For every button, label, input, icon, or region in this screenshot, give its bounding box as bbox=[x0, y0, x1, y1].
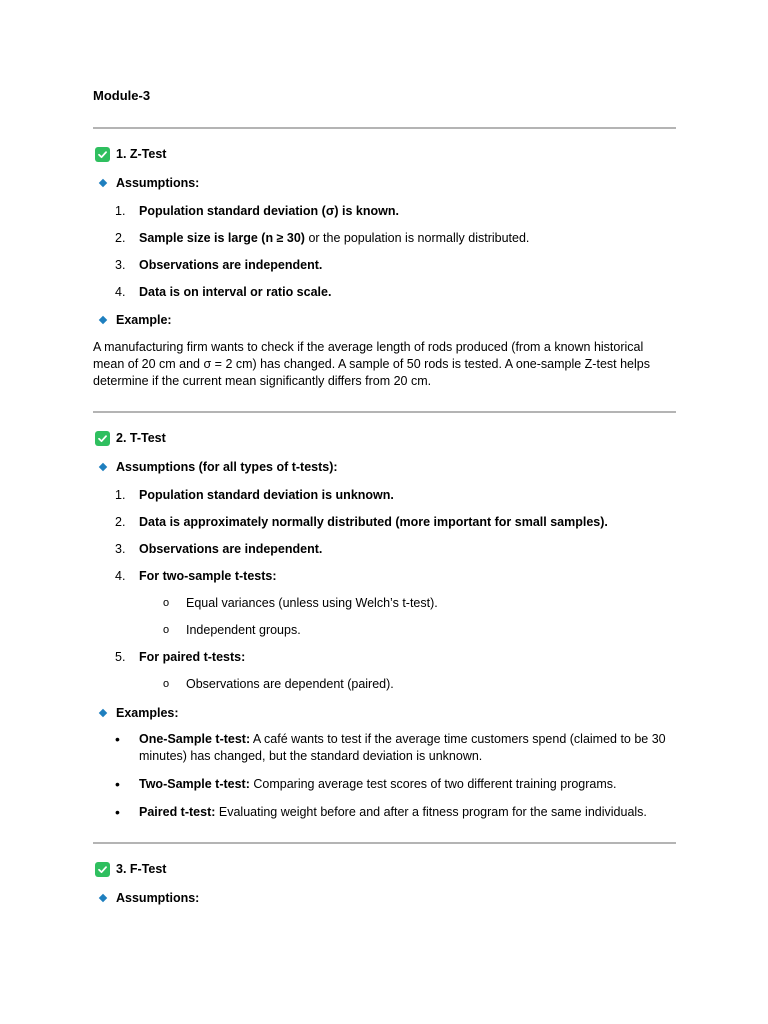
circle-marker: o bbox=[163, 596, 170, 609]
list-number: 2. bbox=[115, 515, 126, 529]
list-item-text: Population standard deviation is unknown. bbox=[139, 488, 394, 502]
example-label: Example: bbox=[116, 312, 172, 327]
list-item bbox=[93, 255, 676, 275]
list-item bbox=[93, 282, 676, 302]
list-item-text: Observations are independent. bbox=[139, 542, 323, 556]
list-number: 1. bbox=[115, 488, 126, 502]
list-item-text: For two-sample t-tests: bbox=[139, 569, 277, 583]
list-number: 4. bbox=[115, 285, 126, 299]
list-item bbox=[93, 485, 676, 505]
list-item bbox=[93, 539, 676, 559]
check-box-icon bbox=[95, 431, 110, 446]
document-title: Module-3 bbox=[93, 88, 151, 103]
list-item bbox=[93, 647, 676, 667]
list-item-text: Data is on interval or ratio scale. bbox=[139, 285, 332, 299]
assumptions-label: Assumptions (for all types of t-tests): bbox=[116, 459, 338, 474]
list-item bbox=[93, 804, 676, 821]
bullet-marker: • bbox=[115, 776, 120, 792]
section-heading-text: 2. T-Test bbox=[116, 430, 166, 445]
list-item-text: Observations are independent. bbox=[139, 258, 323, 272]
circle-marker: o bbox=[163, 677, 170, 690]
sub-list-item bbox=[93, 593, 676, 613]
assumptions-heading bbox=[93, 888, 676, 908]
examples-heading bbox=[93, 703, 676, 723]
example-heading bbox=[93, 310, 676, 330]
list-item-text: Two-Sample t-test: Comparing average test scores of two different training programs. bbox=[139, 777, 617, 791]
sub-list-item bbox=[93, 620, 676, 640]
list-item bbox=[93, 776, 676, 793]
section-heading bbox=[93, 144, 676, 164]
list-item bbox=[93, 731, 676, 765]
list-item-text: For paired t-tests: bbox=[139, 650, 246, 664]
check-box-icon bbox=[95, 862, 110, 877]
assumptions-heading bbox=[93, 457, 676, 477]
list-number: 5. bbox=[115, 650, 126, 664]
list-item bbox=[93, 512, 676, 532]
list-item-text: Paired t-test: Evaluating weight before and after a fitness program for the same individuals. bbox=[139, 805, 647, 819]
assumptions-label: Assumptions: bbox=[116, 890, 200, 905]
circle-marker: o bbox=[163, 623, 170, 636]
list-item-text: Sample size is large (n ≥ 30) or the population is normally distributed. bbox=[139, 231, 530, 245]
check-box-icon bbox=[95, 147, 110, 162]
examples-label: Examples: bbox=[116, 705, 179, 720]
list-number: 3. bbox=[115, 542, 126, 556]
list-number: 1. bbox=[115, 204, 126, 218]
sub-list-item-text: Independent groups. bbox=[186, 622, 301, 637]
section-heading-text: 1. Z-Test bbox=[116, 146, 167, 161]
section-t-test bbox=[93, 428, 676, 821]
section-heading-text: 3. F-Test bbox=[116, 861, 167, 876]
list-number: 4. bbox=[115, 569, 126, 583]
section-heading bbox=[93, 859, 676, 879]
list-item bbox=[93, 566, 676, 586]
diamond-icon bbox=[99, 463, 107, 471]
section-heading bbox=[93, 428, 676, 448]
diamond-icon bbox=[99, 709, 107, 717]
diamond-icon bbox=[99, 316, 107, 324]
example-paragraph: A manufacturing firm wants to check if the average length of rods produced (from a known historical mean of 20 cm and σ = 2 cm) has changed. A sample of 50 rods is tested. A one-sample Z-test helps determine if the current mean significantly differs from 20 cm. bbox=[93, 340, 650, 388]
sub-list-item-text: Equal variances (unless using Welch’s t-test). bbox=[186, 595, 438, 610]
list-number: 3. bbox=[115, 258, 126, 272]
document-page bbox=[93, 86, 676, 908]
sub-list-item-text: Observations are dependent (paired). bbox=[186, 676, 394, 691]
section-z-test bbox=[93, 144, 676, 390]
list-item bbox=[93, 201, 676, 221]
list-number: 2. bbox=[115, 231, 126, 245]
diamond-icon bbox=[99, 179, 107, 187]
sub-list-item bbox=[93, 674, 676, 694]
section-f-test bbox=[93, 859, 676, 908]
assumptions-label: Assumptions: bbox=[116, 175, 200, 190]
bullet-marker: • bbox=[115, 804, 120, 820]
assumptions-heading bbox=[93, 173, 676, 193]
list-item bbox=[93, 228, 676, 248]
list-item-text: Population standard deviation (σ) is known. bbox=[139, 204, 399, 218]
list-item-text: One-Sample t-test: A café wants to test if the average time customers spend (claimed to be 30 minutes) has changed, but the standard deviation is unknown. bbox=[139, 732, 666, 763]
list-item-text: Data is approximately normally distributed (more important for small samples). bbox=[139, 515, 608, 529]
diamond-icon bbox=[99, 894, 107, 902]
bullet-marker: • bbox=[115, 731, 120, 747]
